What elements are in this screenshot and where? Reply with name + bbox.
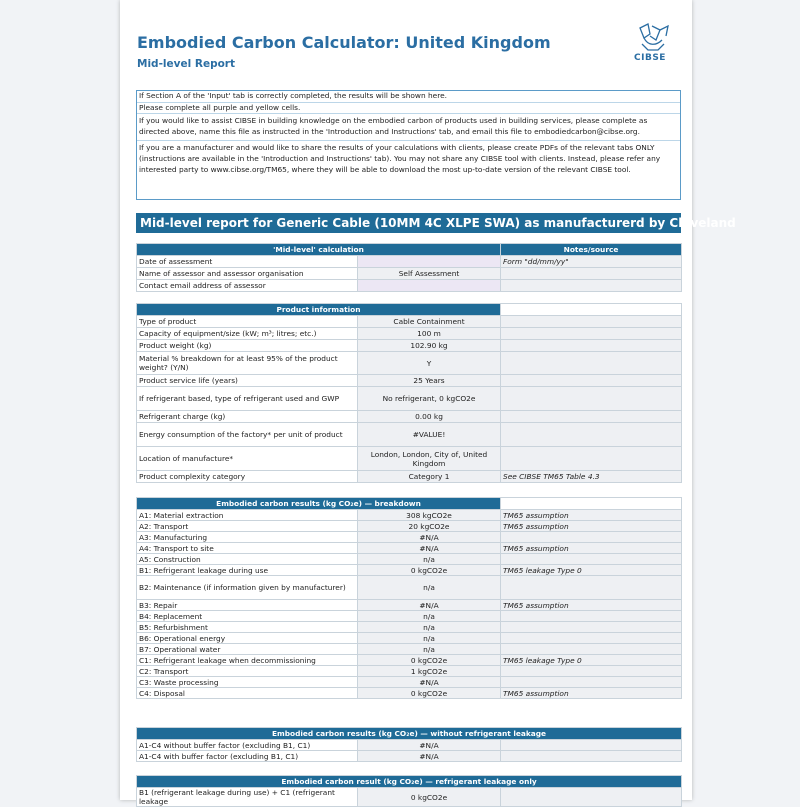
table-row [137,554,682,565]
row-value: London, London, City of, United Kingdom [358,447,501,471]
row-value: #N/A [358,532,501,543]
row-note [501,644,682,655]
row-note: TM65 leakage Type 0 [501,565,682,576]
table-row [137,644,682,655]
row-label: B1 (refrigerant leakage during use) + C1 (refrigerant leakage [137,788,358,807]
table-row [137,387,682,411]
row-label: B6: Operational energy [137,633,358,644]
row-note [501,666,682,677]
row-label: C3: Waste processing [137,677,358,688]
row-note: TM65 leakage Type 0 [501,655,682,666]
row-label: Location of manufacture* [137,447,358,471]
table-row [137,576,682,600]
row-label: B7: Operational water [137,644,358,655]
row-label: Product service life (years) [137,375,358,387]
row-note [501,611,682,622]
table-row [137,423,682,447]
report-page [120,0,736,806]
row-label: A1: Material extraction [137,510,358,521]
row-value: n/a [358,633,501,644]
row-value: #N/A [358,677,501,688]
table-row [137,677,682,688]
row-value: #N/A [358,600,501,611]
row-value: 1 kgCO2e [358,666,501,677]
row-note [501,740,682,751]
row-note [501,268,682,280]
info-paragraph-assist: If you would like to assist CIBSE in building knowledge on the embodied carbon of products used in building services, please complete as directed above, name this file as instructed in the 'Introduction and Instructions' tab, and email this file to embodiedcarbon@cibse.org. [137,114,680,141]
row-note [501,532,682,543]
breakdown-header: Embodied carbon results (kg CO₂e) — breakdown [137,498,501,510]
row-value: Y [358,352,501,375]
table-row [137,411,682,423]
row-note [501,554,682,565]
row-value: n/a [358,554,501,565]
table-row [137,280,682,292]
row-label: A4: Transport to site [137,543,358,554]
row-label: A2: Transport [137,521,358,532]
row-note [501,677,682,688]
row-label: Capacity of equipment/size (kW; m³; litres; etc.) [137,328,358,340]
row-label: A3: Manufacturing [137,532,358,543]
table-row [137,256,682,268]
row-value: 25 Years [358,375,501,387]
row-label: Date of assessment [137,256,358,268]
row-note: See CIBSE TM65 Table 4.3 [501,471,682,483]
info-line-2: Please complete all purple and yellow cells. [137,103,680,115]
row-note [501,375,682,387]
row-note: TM65 assumption [501,521,682,532]
row-note [501,328,682,340]
table-row [137,666,682,677]
row-value: Cable Containment [358,316,501,328]
table-row [137,655,682,666]
row-value: n/a [358,622,501,633]
table-row [137,328,682,340]
table-row [137,633,682,644]
row-label: B1: Refrigerant leakage during use [137,565,358,576]
row-label: Refrigerant charge (kg) [137,411,358,423]
row-label: C2: Transport [137,666,358,677]
table-row [137,447,682,471]
row-label: Material % breakdown for at least 95% of the product weight? (Y/N) [137,352,358,375]
row-label: C4: Disposal [137,688,358,699]
row-value: 0 kgCO2e [358,688,501,699]
row-label: If refrigerant based, type of refrigerant used and GWP [137,387,358,411]
row-note [501,622,682,633]
row-value: #VALUE! [358,423,501,447]
table-row [137,532,682,543]
page-title: Embodied Carbon Calculator: United Kingdom [137,33,551,52]
table-row [137,543,682,554]
calc-header: 'Mid-level' calculation [137,244,501,256]
row-note [501,340,682,352]
breakdown-table [136,497,682,699]
table-row [137,788,682,807]
assessor-email-input[interactable] [358,280,501,292]
row-label: A1-C4 with buffer factor (excluding B1, C1) [137,751,358,762]
row-note [501,411,682,423]
product-info-header: Product information [137,304,501,316]
row-note: Form "dd/mm/yy" [501,256,682,268]
table-row [137,340,682,352]
row-value: 308 kgCO2e [358,510,501,521]
row-note [501,447,682,471]
table-row [137,600,682,611]
row-value: 0 kgCO2e [358,788,501,807]
row-label: Energy consumption of the factory* per unit of product [137,423,358,447]
row-value: n/a [358,644,501,655]
table-row [137,740,682,751]
row-note: TM65 assumption [501,543,682,554]
row-label: Contact email address of assessor [137,280,358,292]
row-value: n/a [358,611,501,622]
row-value: #N/A [358,751,501,762]
row-label: Name of assessor and assessor organisation [137,268,358,280]
row-label: B3: Repair [137,600,358,611]
row-label: B4: Replacement [137,611,358,622]
row-label: Product weight (kg) [137,340,358,352]
row-note [501,316,682,328]
table-row [137,521,682,532]
without-leakage-table [136,727,682,762]
row-note: TM65 assumption [501,600,682,611]
table-row [137,352,682,375]
row-note [501,576,682,600]
row-value: Category 1 [358,471,501,483]
table-row [137,510,682,521]
row-note [501,788,682,807]
table-row [137,751,682,762]
row-label: Product complexity category [137,471,358,483]
table-row [137,622,682,633]
row-label: C1: Refrigerant leakage when decommissioning [137,655,358,666]
table-row [137,688,682,699]
date-input[interactable] [358,256,501,268]
info-paragraph-manufacturer: If you are a manufacturer and would like to share the results of your calculations with clients, please create PDFs of the relevant tabs ONLY (instructions are available in the 'Introduction and Instructions' tab). You may not share any CIBSE tool with clients. Instead, please refer any interested party to www.cibse.org/TM65, where they will be able to download the most up-to-date version of the relevant CIBSE tool. [139,143,661,174]
assessor-name-input[interactable]: Self Assessment [358,268,501,280]
row-note: TM65 assumption [501,688,682,699]
row-value: #N/A [358,740,501,751]
row-note [501,751,682,762]
row-note: TM65 assumption [501,510,682,521]
without-leakage-header: Embodied carbon results (kg CO₂e) — without refrigerant leakage [137,728,682,740]
row-value: #N/A [358,543,501,554]
row-value: 100 m [358,328,501,340]
row-value: 0 kgCO2e [358,565,501,576]
table-row [137,565,682,576]
row-value: n/a [358,576,501,600]
row-value: No refrigerant, 0 kgCO2e [358,387,501,411]
row-note [501,423,682,447]
row-label: A1-C4 without buffer factor (excluding B1, C1) [137,740,358,751]
row-value: 102.90 kg [358,340,501,352]
row-label: A5: Construction [137,554,358,565]
row-note [501,280,682,292]
row-value: 20 kgCO2e [358,521,501,532]
row-note [501,633,682,644]
table-row [137,471,682,483]
report-banner: Mid-level report for Generic Cable (10MM 4C XLPE SWA) as manufacturerd by Cleveland [136,213,681,233]
row-label: Type of product [137,316,358,328]
row-value: 0 kgCO2e [358,655,501,666]
cibse-logo-text: CIBSE [634,53,666,63]
row-note [501,352,682,375]
row-note [501,387,682,411]
calculation-table [136,243,682,292]
table-row [137,268,682,280]
row-label: B2: Maintenance (if information given by manufacturer) [137,576,358,600]
table-row [137,316,682,328]
leakage-only-header: Embodied carbon result (kg CO₂e) — refrigerant leakage only [137,776,682,788]
page-subtitle: Mid-level Report [137,58,235,70]
leakage-only-table [136,775,682,807]
table-row [137,375,682,387]
instructions-box [136,90,681,200]
table-row [137,611,682,622]
info-line-1: If Section A of the 'Input' tab is correctly completed, the results will be shown here. [137,91,680,103]
notes-header: Notes/source [501,244,682,256]
row-label: B5: Refurbishment [137,622,358,633]
row-value: 0.00 kg [358,411,501,423]
product-info-table [136,303,682,483]
